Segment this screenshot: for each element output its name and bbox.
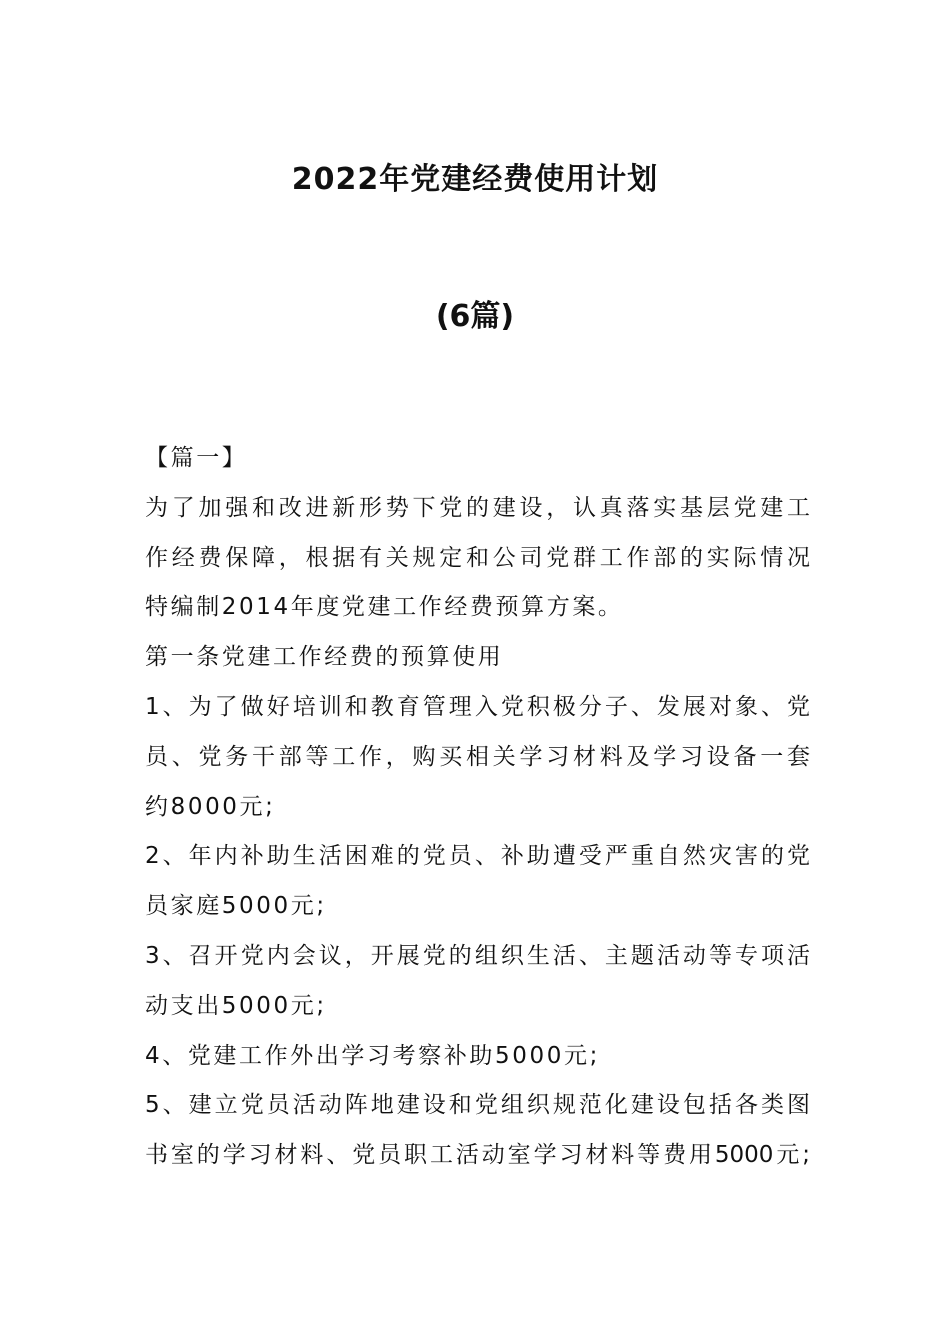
- list-item-line: 员家庭5000元;: [145, 893, 327, 920]
- list-item-line: 约8000元;: [145, 793, 276, 820]
- list-item-line: 书室的学习材料、党员职工活动室学习材料等费用5000元;: [145, 1142, 810, 1169]
- paragraph-line: 为了加强和改进新形势下党的建设，认真落实基层党建工: [145, 494, 810, 521]
- list-item-line: 3、召开党内会议，开展党的组织生活、主题活动等专项活: [145, 942, 810, 969]
- document-subtitle: (6篇): [435, 299, 515, 334]
- list-item-line: 动支出5000元;: [145, 992, 327, 1019]
- article-heading: 第一条党建工作经费的预算使用: [145, 644, 504, 671]
- document-body: [145, 434, 810, 1181]
- list-item-line: 5、建立党员活动阵地建设和党组织规范化建设包括各类图: [145, 1092, 810, 1119]
- document-title: 2022年党建经费使用计划: [291, 162, 659, 197]
- list-item-line: 4、党建工作外出学习考察补助5000元;: [145, 1042, 600, 1069]
- list-item-line: 员、党务干部等工作，购买相关学习材料及学习设备一套: [145, 743, 810, 770]
- list-item-line: 1、为了做好培训和教育管理入党积极分子、发展对象、党: [145, 693, 810, 720]
- list-item-line: 2、年内补助生活困难的党员、补助遭受严重自然灾害的党: [145, 843, 810, 870]
- paragraph-line: 特编制2014年度党建工作经费预算方案。: [145, 594, 624, 621]
- paragraph-line: 作经费保障，根据有关规定和公司党群工作部的实际情况: [145, 544, 810, 571]
- section-heading: 【篇一】: [145, 445, 248, 471]
